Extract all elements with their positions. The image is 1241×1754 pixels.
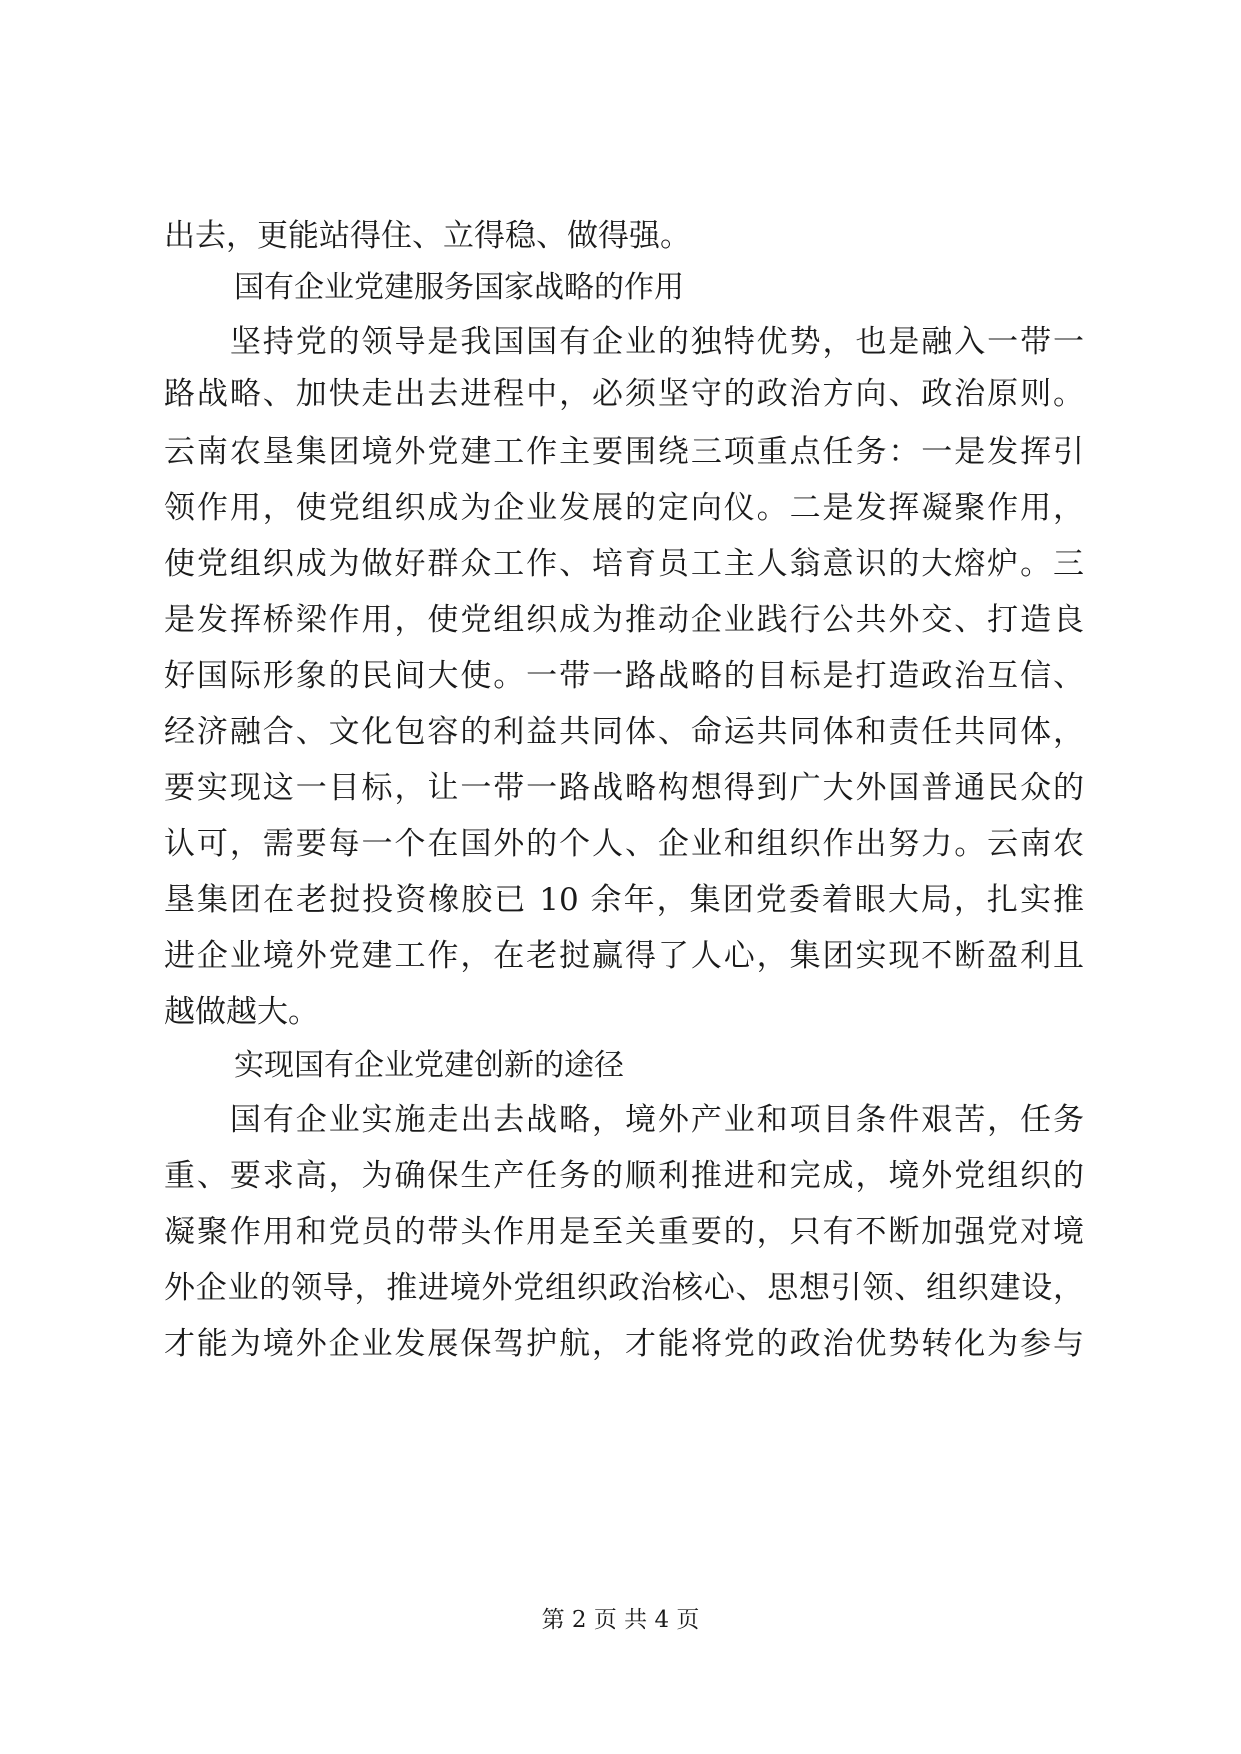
paragraph-line: 凝聚作用和党员的带头作用是至关重要的，只有不断加强党对境: [164, 1214, 1084, 1250]
paragraph-line: 要实现这一目标，让一带一路战略构想得到广大外国普通民众的: [164, 770, 1084, 806]
paragraph-line: 经济融合、文化包容的利益共同体、命运共同体和责任共同体，: [164, 714, 1084, 750]
paragraph-line: 坚持党的领导是我国国有企业的独特优势，也是融入一带一: [164, 324, 1084, 360]
paragraph-line: 使党组织成为做好群众工作、培育员工主人翁意识的大熔炉。三: [164, 546, 1084, 582]
paragraph-line: 领作用，使党组织成为企业发展的定向仪。二是发挥凝聚作用，: [164, 490, 1084, 526]
paragraph-line: 好国际形象的民间大使。一带一路战略的目标是打造政治互信、: [164, 658, 1084, 694]
section-heading: 国有企业党建服务国家战略的作用: [234, 270, 684, 305]
paragraph-line: 路战略、加快走出去进程中，必须坚守的政治方向、政治原则。: [164, 376, 1084, 412]
paragraph-line: 外企业的领导，推进境外党组织政治核心、思想引领、组织建设，: [164, 1270, 1084, 1306]
page-number-footer: 第 2 页 共 4 页: [541, 1607, 700, 1633]
paragraph-line: 是发挥桥梁作用，使党组织成为推动企业践行公共外交、打造良: [164, 602, 1084, 638]
paragraph-line: 垦集团在老挝投资橡胶已 10 余年，集团党委着眼大局，扎实推: [164, 882, 1084, 918]
paragraph-line: 出去，更能站得住、立得稳、做得强。: [164, 218, 691, 254]
paragraph-line: 云南农垦集团境外党建工作主要围绕三项重点任务：一是发挥引: [164, 434, 1084, 470]
paragraph-line: 才能为境外企业发展保驾护航，才能将党的政治优势转化为参与: [164, 1326, 1084, 1362]
paragraph-line: 进企业境外党建工作，在老挝赢得了人心，集团实现不断盈利且: [164, 938, 1084, 974]
paragraph-line: 国有企业实施走出去战略，境外产业和项目条件艰苦，任务: [164, 1102, 1084, 1138]
paragraph-line: 重、要求高，为确保生产任务的顺利推进和完成，境外党组织的: [164, 1158, 1084, 1194]
paragraph-line: 认可，需要每一个在国外的个人、企业和组织作出努力。云南农: [164, 826, 1084, 862]
paragraph-line: 越做越大。: [164, 994, 319, 1030]
section-heading: 实现国有企业党建创新的途径: [234, 1048, 624, 1083]
